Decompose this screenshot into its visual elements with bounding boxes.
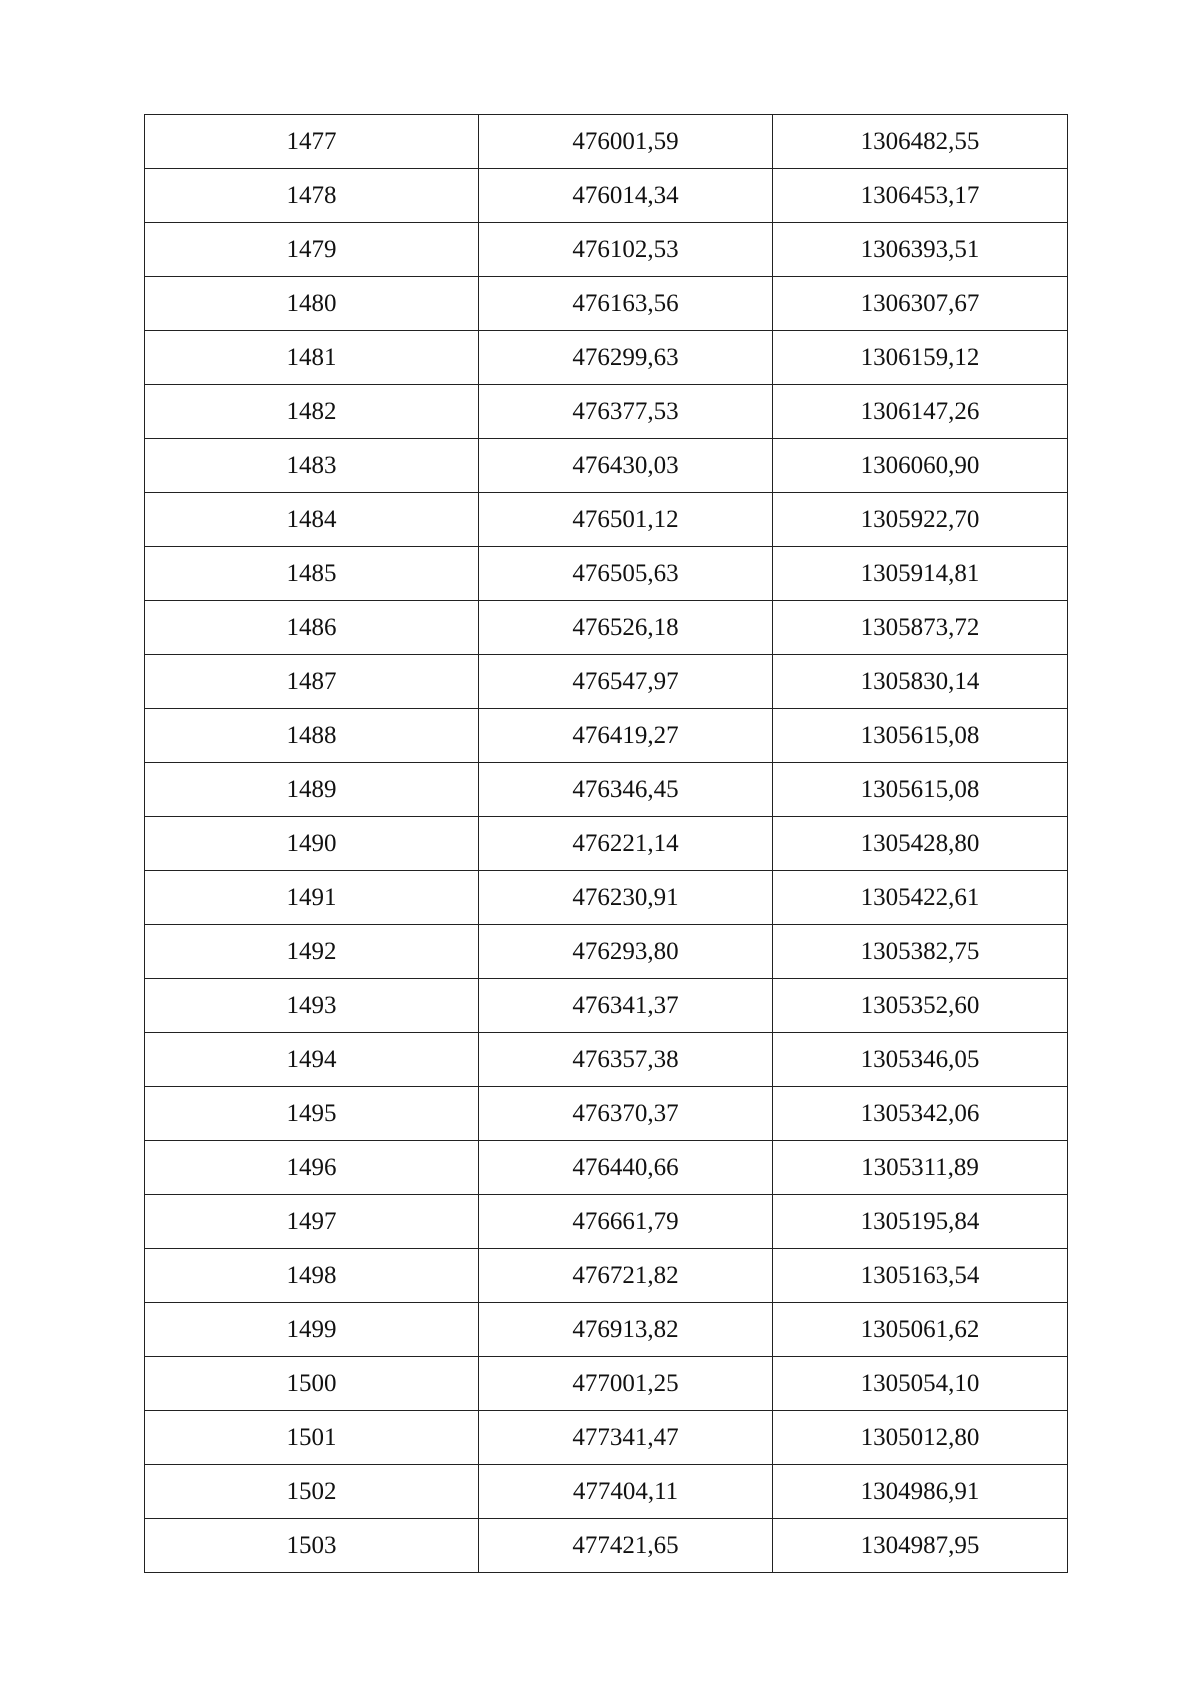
y-coordinate-cell: 1304986,91 — [773, 1465, 1068, 1519]
y-coordinate-cell: 1306393,51 — [773, 223, 1068, 277]
coordinates-table — [144, 114, 1068, 1573]
table-row — [145, 655, 1068, 709]
point-number-cell: 1488 — [145, 709, 479, 763]
table-row — [145, 1357, 1068, 1411]
point-number-cell: 1499 — [145, 1303, 479, 1357]
y-coordinate-cell: 1306453,17 — [773, 169, 1068, 223]
x-coordinate-cell: 477001,25 — [479, 1357, 773, 1411]
y-coordinate-cell: 1305061,62 — [773, 1303, 1068, 1357]
point-number-cell: 1479 — [145, 223, 479, 277]
y-coordinate-cell: 1305615,08 — [773, 709, 1068, 763]
point-number-cell: 1487 — [145, 655, 479, 709]
table-row — [145, 115, 1068, 169]
point-number-cell: 1485 — [145, 547, 479, 601]
x-coordinate-cell: 476341,37 — [479, 979, 773, 1033]
y-coordinate-cell: 1305830,14 — [773, 655, 1068, 709]
x-coordinate-cell: 476505,63 — [479, 547, 773, 601]
point-number-cell: 1498 — [145, 1249, 479, 1303]
y-coordinate-cell: 1306147,26 — [773, 385, 1068, 439]
y-coordinate-cell: 1305342,06 — [773, 1087, 1068, 1141]
x-coordinate-cell: 476163,56 — [479, 277, 773, 331]
point-number-cell: 1481 — [145, 331, 479, 385]
table-row — [145, 1195, 1068, 1249]
y-coordinate-cell: 1305012,80 — [773, 1411, 1068, 1465]
y-coordinate-cell: 1305382,75 — [773, 925, 1068, 979]
x-coordinate-cell: 476430,03 — [479, 439, 773, 493]
x-coordinate-cell: 477404,11 — [479, 1465, 773, 1519]
table-row — [145, 1519, 1068, 1573]
x-coordinate-cell: 476547,97 — [479, 655, 773, 709]
x-coordinate-cell: 476357,38 — [479, 1033, 773, 1087]
y-coordinate-cell: 1305352,60 — [773, 979, 1068, 1033]
point-number-cell: 1478 — [145, 169, 479, 223]
point-number-cell: 1503 — [145, 1519, 479, 1573]
y-coordinate-cell: 1305311,89 — [773, 1141, 1068, 1195]
x-coordinate-cell: 476419,27 — [479, 709, 773, 763]
table-row — [145, 223, 1068, 277]
point-number-cell: 1483 — [145, 439, 479, 493]
y-coordinate-cell: 1305054,10 — [773, 1357, 1068, 1411]
x-coordinate-cell: 477421,65 — [479, 1519, 773, 1573]
point-number-cell: 1486 — [145, 601, 479, 655]
x-coordinate-cell: 476299,63 — [479, 331, 773, 385]
y-coordinate-cell: 1305873,72 — [773, 601, 1068, 655]
table-row — [145, 709, 1068, 763]
table-row — [145, 1141, 1068, 1195]
y-coordinate-cell: 1306482,55 — [773, 115, 1068, 169]
table-row — [145, 817, 1068, 871]
table-row — [145, 1087, 1068, 1141]
table-row — [145, 871, 1068, 925]
y-coordinate-cell: 1305346,05 — [773, 1033, 1068, 1087]
y-coordinate-cell: 1306060,90 — [773, 439, 1068, 493]
table-row — [145, 439, 1068, 493]
table-row — [145, 1303, 1068, 1357]
x-coordinate-cell: 476377,53 — [479, 385, 773, 439]
x-coordinate-cell: 476102,53 — [479, 223, 773, 277]
table-row — [145, 601, 1068, 655]
y-coordinate-cell: 1305922,70 — [773, 493, 1068, 547]
y-coordinate-cell: 1305195,84 — [773, 1195, 1068, 1249]
table-row — [145, 1033, 1068, 1087]
point-number-cell: 1500 — [145, 1357, 479, 1411]
x-coordinate-cell: 476501,12 — [479, 493, 773, 547]
table-row — [145, 1249, 1068, 1303]
x-coordinate-cell: 476721,82 — [479, 1249, 773, 1303]
point-number-cell: 1489 — [145, 763, 479, 817]
point-number-cell: 1491 — [145, 871, 479, 925]
x-coordinate-cell: 476370,37 — [479, 1087, 773, 1141]
table-row — [145, 493, 1068, 547]
y-coordinate-cell: 1305163,54 — [773, 1249, 1068, 1303]
point-number-cell: 1490 — [145, 817, 479, 871]
x-coordinate-cell: 477341,47 — [479, 1411, 773, 1465]
y-coordinate-cell: 1304987,95 — [773, 1519, 1068, 1573]
table-row — [145, 925, 1068, 979]
table-row — [145, 169, 1068, 223]
point-number-cell: 1484 — [145, 493, 479, 547]
x-coordinate-cell: 476001,59 — [479, 115, 773, 169]
x-coordinate-cell: 476526,18 — [479, 601, 773, 655]
x-coordinate-cell: 476293,80 — [479, 925, 773, 979]
coordinates-table-body — [145, 115, 1068, 1573]
point-number-cell: 1480 — [145, 277, 479, 331]
point-number-cell: 1494 — [145, 1033, 479, 1087]
point-number-cell: 1497 — [145, 1195, 479, 1249]
x-coordinate-cell: 476014,34 — [479, 169, 773, 223]
table-row — [145, 547, 1068, 601]
table-row — [145, 277, 1068, 331]
y-coordinate-cell: 1305428,80 — [773, 817, 1068, 871]
point-number-cell: 1495 — [145, 1087, 479, 1141]
table-row — [145, 1411, 1068, 1465]
x-coordinate-cell: 476346,45 — [479, 763, 773, 817]
point-number-cell: 1482 — [145, 385, 479, 439]
point-number-cell: 1501 — [145, 1411, 479, 1465]
y-coordinate-cell: 1305422,61 — [773, 871, 1068, 925]
x-coordinate-cell: 476440,66 — [479, 1141, 773, 1195]
x-coordinate-cell: 476230,91 — [479, 871, 773, 925]
table-row — [145, 979, 1068, 1033]
point-number-cell: 1502 — [145, 1465, 479, 1519]
x-coordinate-cell: 476913,82 — [479, 1303, 773, 1357]
point-number-cell: 1477 — [145, 115, 479, 169]
point-number-cell: 1492 — [145, 925, 479, 979]
y-coordinate-cell: 1306159,12 — [773, 331, 1068, 385]
table-row — [145, 385, 1068, 439]
x-coordinate-cell: 476661,79 — [479, 1195, 773, 1249]
table-row — [145, 1465, 1068, 1519]
y-coordinate-cell: 1305914,81 — [773, 547, 1068, 601]
x-coordinate-cell: 476221,14 — [479, 817, 773, 871]
y-coordinate-cell: 1305615,08 — [773, 763, 1068, 817]
point-number-cell: 1496 — [145, 1141, 479, 1195]
point-number-cell: 1493 — [145, 979, 479, 1033]
table-row — [145, 331, 1068, 385]
table-row — [145, 763, 1068, 817]
y-coordinate-cell: 1306307,67 — [773, 277, 1068, 331]
